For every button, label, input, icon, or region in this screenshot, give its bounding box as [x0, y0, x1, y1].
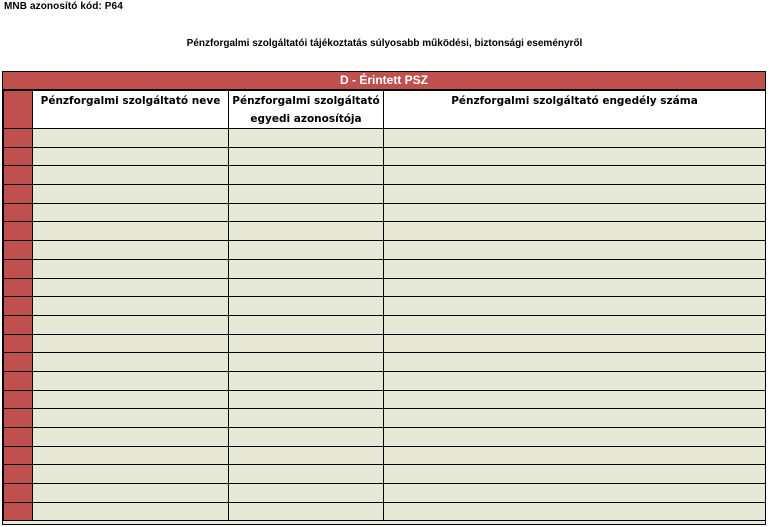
provider-id-cell[interactable]	[229, 502, 384, 521]
row-marker	[4, 166, 33, 185]
table-row	[4, 409, 766, 428]
provider-name-cell[interactable]	[33, 278, 229, 297]
license-number-cell[interactable]	[384, 465, 766, 484]
license-number-cell[interactable]	[384, 259, 766, 278]
license-number-cell[interactable]	[384, 353, 766, 372]
license-number-cell[interactable]	[384, 390, 766, 409]
row-marker	[4, 259, 33, 278]
provider-name-cell[interactable]	[33, 259, 229, 278]
license-number-cell[interactable]	[384, 203, 766, 222]
license-number-cell[interactable]	[384, 241, 766, 260]
row-marker	[4, 91, 33, 129]
row-marker	[4, 409, 33, 428]
table-row	[4, 241, 766, 260]
row-marker	[4, 465, 33, 484]
table-row	[4, 147, 766, 166]
provider-name-cell[interactable]	[33, 371, 229, 390]
row-marker	[4, 446, 33, 465]
provider-id-cell[interactable]	[229, 278, 384, 297]
table-row	[4, 315, 766, 334]
row-marker	[4, 147, 33, 166]
provider-name-cell[interactable]	[33, 222, 229, 241]
provider-name-cell[interactable]	[33, 390, 229, 409]
license-number-cell[interactable]	[384, 334, 766, 353]
row-marker	[4, 428, 33, 447]
provider-id-cell[interactable]	[229, 203, 384, 222]
license-number-cell[interactable]	[384, 166, 766, 185]
table-row	[4, 353, 766, 372]
report-sheet	[2, 71, 766, 525]
row-marker	[4, 315, 33, 334]
table-row	[4, 334, 766, 353]
column-header-provider-id: Pénzforgalmi szolgáltató egyedi azonosítója	[229, 91, 384, 129]
table-row	[4, 259, 766, 278]
provider-id-cell[interactable]	[229, 371, 384, 390]
table-header-row	[4, 91, 766, 129]
table-row	[4, 465, 766, 484]
license-number-cell[interactable]	[384, 129, 766, 148]
license-number-cell[interactable]	[384, 371, 766, 390]
table-row	[4, 446, 766, 465]
provider-id-cell[interactable]	[229, 353, 384, 372]
row-marker	[4, 222, 33, 241]
provider-name-cell[interactable]	[33, 241, 229, 260]
page-title: Pénzforgalmi szolgáltatói tájékoztatás súlyosabb működési, biztonsági eseményről	[186, 38, 583, 49]
license-number-cell[interactable]	[384, 484, 766, 503]
section-header: D - Érintett PSZ	[3, 72, 765, 90]
row-marker	[4, 334, 33, 353]
row-marker	[4, 484, 33, 503]
provider-id-cell[interactable]	[229, 241, 384, 260]
provider-name-cell[interactable]	[33, 315, 229, 334]
provider-name-cell[interactable]	[33, 353, 229, 372]
row-marker	[4, 502, 33, 521]
provider-name-cell[interactable]	[33, 166, 229, 185]
license-number-cell[interactable]	[384, 185, 766, 204]
provider-name-cell[interactable]	[33, 147, 229, 166]
table-row	[4, 484, 766, 503]
provider-id-cell[interactable]	[229, 484, 384, 503]
row-marker	[4, 353, 33, 372]
provider-id-cell[interactable]	[229, 390, 384, 409]
table-row	[4, 222, 766, 241]
mnb-code-label: MNB azonosító kód: P64	[4, 1, 123, 12]
license-number-cell[interactable]	[384, 222, 766, 241]
table-row	[4, 203, 766, 222]
table-row	[4, 185, 766, 204]
provider-id-cell[interactable]	[229, 446, 384, 465]
row-marker	[4, 278, 33, 297]
license-number-cell[interactable]	[384, 502, 766, 521]
table-row	[4, 390, 766, 409]
table-row	[4, 297, 766, 316]
row-marker	[4, 129, 33, 148]
provider-name-cell[interactable]	[33, 203, 229, 222]
provider-id-cell[interactable]	[229, 185, 384, 204]
provider-name-cell[interactable]	[33, 334, 229, 353]
provider-id-cell[interactable]	[229, 315, 384, 334]
provider-id-cell[interactable]	[229, 334, 384, 353]
provider-name-cell[interactable]	[33, 297, 229, 316]
provider-id-cell[interactable]	[229, 222, 384, 241]
row-marker	[4, 371, 33, 390]
table-row	[4, 428, 766, 447]
provider-name-cell[interactable]	[33, 129, 229, 148]
provider-id-cell[interactable]	[229, 409, 384, 428]
license-number-cell[interactable]	[384, 278, 766, 297]
row-marker	[4, 241, 33, 260]
license-number-cell[interactable]	[384, 428, 766, 447]
table-row	[4, 129, 766, 148]
psp-table	[3, 90, 766, 521]
license-number-cell[interactable]	[384, 147, 766, 166]
license-number-cell[interactable]	[384, 297, 766, 316]
row-marker	[4, 297, 33, 316]
column-header-provider-name: Pénzforgalmi szolgáltató neve	[33, 91, 229, 129]
provider-id-cell[interactable]	[229, 129, 384, 148]
provider-id-cell[interactable]	[229, 465, 384, 484]
provider-id-cell[interactable]	[229, 259, 384, 278]
table-row	[4, 166, 766, 185]
row-marker	[4, 390, 33, 409]
row-marker	[4, 185, 33, 204]
provider-name-cell[interactable]	[33, 484, 229, 503]
provider-id-cell[interactable]	[229, 428, 384, 447]
provider-name-cell[interactable]	[33, 185, 229, 204]
provider-name-cell[interactable]	[33, 428, 229, 447]
provider-name-cell[interactable]	[33, 409, 229, 428]
provider-name-cell[interactable]	[33, 446, 229, 465]
license-number-cell[interactable]	[384, 446, 766, 465]
column-header-license-number: Pénzforgalmi szolgáltató engedély száma	[384, 91, 766, 129]
table-row	[4, 278, 766, 297]
provider-id-cell[interactable]	[229, 166, 384, 185]
table-row	[4, 502, 766, 521]
provider-name-cell[interactable]	[33, 465, 229, 484]
provider-id-cell[interactable]	[229, 297, 384, 316]
table-row	[4, 371, 766, 390]
license-number-cell[interactable]	[384, 315, 766, 334]
license-number-cell[interactable]	[384, 409, 766, 428]
row-marker	[4, 203, 33, 222]
provider-name-cell[interactable]	[33, 502, 229, 521]
provider-id-cell[interactable]	[229, 147, 384, 166]
